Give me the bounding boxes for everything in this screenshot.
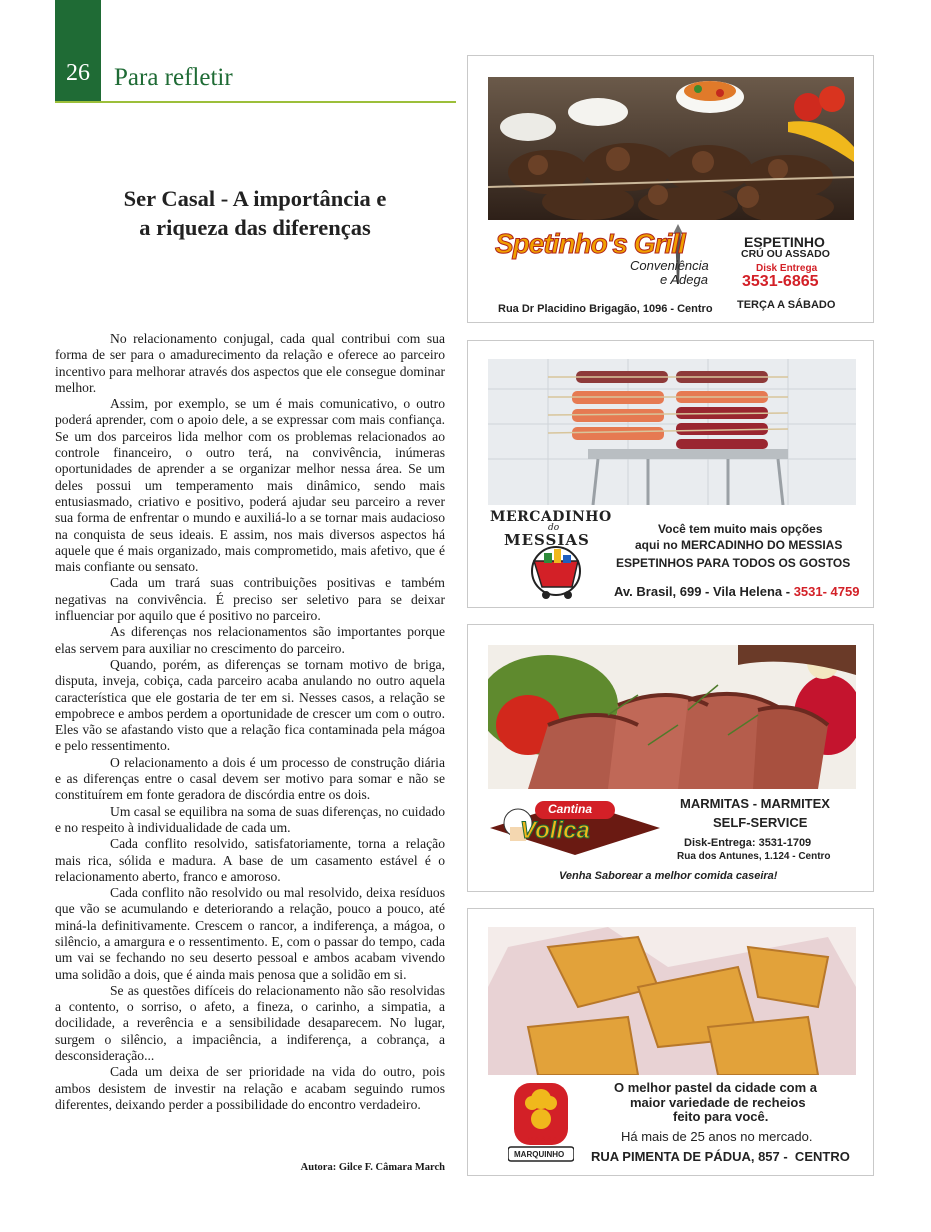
- article-paragraph: No relacionamento conjugal, cada qual contribui com sua forma de ser para o amadurecimento da relação e oferece ao parceiro incentivo para melhorar através dos aspectos que ele consegue dominar melhor.: [55, 331, 445, 395]
- messias-logo-mid: do: [548, 523, 560, 533]
- article-title: [55, 184, 455, 242]
- article-title-line1: Ser Casal - A importância e: [123, 186, 387, 211]
- roast-beef-image: [488, 645, 856, 789]
- messias-line2: aqui no MERCADINHO DO MESSIAS: [635, 538, 843, 552]
- spetinhos-logo-sub2: e Adega: [660, 272, 708, 287]
- messias-address: Av. Brasil, 699 - Vila Helena -: [614, 584, 794, 599]
- ad-photo-raw-skewers: [488, 359, 856, 505]
- spetinhos-subline: CRÚ OU ASSADO: [741, 248, 830, 260]
- skewers-grill-image: [488, 77, 854, 220]
- pastel-image: [488, 927, 856, 1075]
- volica-address: Rua dos Antunes, 1.124 - Centro: [677, 851, 831, 862]
- messias-phone: 3531- 4759: [793, 584, 860, 599]
- ad-mercadinho-messias: [467, 340, 874, 608]
- article-paragraph: Cada conflito não resolvido ou mal resolvido, deixa resíduos que vão se acumulando e deteriorando a relação, pouco a pouco, até miná-la definitivamente. Crescem o rancor, a indiferença, a mágoa, o silêncio, a amargura e o ressentimento. E, com o passar do tempo, cada um vai se fechando no seu deserto pessoal e ambos acabam vivendo uma solidão a dois, que é ainda mais penosa que a solidão em si.: [55, 885, 445, 982]
- messias-address-line: [614, 584, 859, 599]
- raw-skewers-image: [488, 359, 856, 505]
- spetinhos-address: Rua Dr Placidino Brigagão, 1096 - Centro: [498, 303, 713, 315]
- ad-photo-pastel: [488, 927, 856, 1075]
- ad-photo-skewers: [488, 77, 854, 220]
- page-number: 26: [66, 60, 90, 86]
- volica-headline2: SELF-SERVICE: [713, 815, 808, 830]
- ad-cantina-volica: [467, 624, 874, 892]
- spetinhos-schedule: TERÇA A SÁBADO: [737, 299, 836, 311]
- article-paragraph: Quando, porém, as diferenças se tornam motivo de briga, disputa, inveja, cobiça, cada parceiro acaba anulando no outro aquela característica que ele gostaria de ter em si. Nesses casos, a relação se empobrece e ambos perdem a oportunidade de crescer um com o outro. Eles vão se afastando visto que a relação fica contaminada pela mágoa e pelo ressentimento.: [55, 656, 445, 754]
- messias-line3: ESPETINHOS PARA TODOS OS GOSTOS: [616, 556, 851, 570]
- spetinhos-logo-sub1: Conveniência: [630, 258, 709, 273]
- article-paragraph: Assim, por exemplo, se um é mais comunicativo, o outro poderá aprender, com o apoio dele, a se expressar com mais confiança. Se um dos parceiros lida melhor com os problemas relacionados ao controle financeiro, o outro terá, na convivência, inúmeras oportunidades de aprender a se organizar melhor nessa área. Se um deles possui um temperamento mais dinâmico, sendo mais entusiasmado, criativo e positivo, poderá ajudar seu parceiro a rever sua forma de enfrentar o mundo e auxiliá-lo a se tornar mais audacioso na conquista de seus ideais. E assim, nos mais diversos aspectos há aquele que é mais organizado, mais comprometido, mais afetivo, que é mais confiante ou sensato.: [55, 396, 445, 575]
- article-paragraph: Cada um trará suas contribuições positivas e também negativas na convivência. É preciso ser seletivo para se deixar influenciar por aquilo que é positivo no parceiro.: [55, 575, 445, 624]
- ad-massas-marquinho: [467, 908, 874, 1176]
- messias-logo-top: MERCADINHO: [490, 509, 612, 525]
- volica-logo-main: Volica: [520, 817, 590, 844]
- marquinho-line4: Há mais de 25 anos no mercado.: [621, 1129, 813, 1144]
- article-paragraph: Cada um deixa de ser prioridade na vida do outro, pois ambos desistem de investir na relação e acabam seguindo rumos diferentes, deixando perder a possibilidade do encontro verdadeiro.: [55, 1064, 445, 1112]
- article-paragraph: Se as questões difíceis do relacionamento não são resolvidas a contento, o sorriso, o afeto, a fineza, o carinho, a simpatia, a docilidade, a reverência e a sensibilidade desaparecem. No lugar, surgem o silêncio, a impaciência, a indiferença, a cobrança, a desconsideração...: [55, 982, 445, 1064]
- spetinhos-phone: 3531-6865: [742, 273, 819, 290]
- page-number-box: [55, 0, 101, 103]
- article-paragraph: As diferenças nos relacionamentos são importantes porque elas servem para auxiliar no crescimento do parceiro.: [55, 624, 445, 656]
- messias-logo-bottom: MESSIAS: [504, 531, 590, 549]
- marquinho-logo-top: MASSAS: [528, 1137, 566, 1143]
- article-title-line2: a riqueza das diferenças: [139, 215, 371, 240]
- marquinho-line1: O melhor pastel da cidade com a: [614, 1080, 818, 1095]
- volica-headline1: MARMITAS - MARMITEX: [680, 796, 830, 811]
- marquinho-address: RUA PIMENTA DE PÁDUA, 857 - CENTRO: [591, 1149, 850, 1164]
- article-author: Autora: Gilce F. Câmara March: [300, 1162, 445, 1173]
- volica-slogan: Venha Saborear a melhor comida caseira!: [559, 870, 778, 882]
- spetinhos-headline: ESPETINHO: [744, 234, 825, 250]
- volica-phone: Disk-Entrega: 3531-1709: [684, 837, 812, 849]
- article-paragraph: O relacionamento a dois é um processo de construção diária e as diferenças entre o casal devem ser motivo para somar e não se constituírem em fonte geradora de discórdia entre os dois.: [55, 754, 445, 803]
- article-paragraph: Um casal se equilibra na soma de suas diferenças, no cuidado e no respeito à individualidade de cada um.: [55, 803, 445, 835]
- spetinhos-logo-main: Spetinho's Grill: [495, 228, 685, 259]
- ad-photo-roast-beef: [488, 645, 856, 789]
- spetinhos-disk-label: Disk Entrega: [756, 263, 818, 274]
- volica-logo-top: Cantina: [548, 802, 593, 816]
- marquinho-logo-name: MARQUINHO: [514, 1150, 565, 1159]
- marquinho-line3: feito para você.: [673, 1109, 769, 1124]
- header-rule: [55, 101, 456, 103]
- section-title: Para refletir: [114, 64, 233, 91]
- article-body: [55, 331, 445, 1113]
- article-paragraph: Cada conflito resolvido, satisfatoriamente, torna a relação mais rica, sólida e madura. A base de um casamento estável é o relacionamento aberto, franco e amoroso.: [55, 836, 445, 884]
- ad-spetinhos-grill: [467, 55, 874, 323]
- messias-line1: Você tem muito mais opções: [658, 522, 823, 536]
- marquinho-line2: maior variedade de recheios: [630, 1095, 806, 1110]
